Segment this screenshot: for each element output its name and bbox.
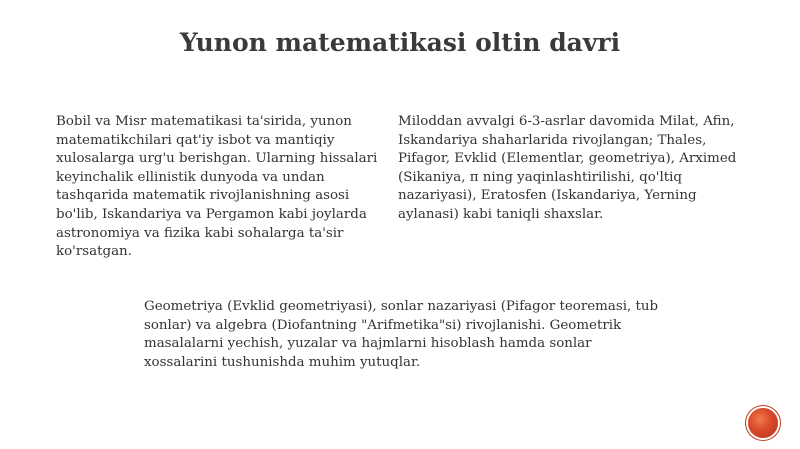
slide-nav-circle-icon[interactable] [748, 408, 778, 438]
bottom-paragraph: Geometriya (Evklid geometriyasi), sonlar nazariyasi (Pifagor teoremasi, tub sonlar) va algebra (Diofantning "Arifmetika"si) rivojlanishi. Geometrik masalalarni yechish, yuzalar va hajmlarni hisoblash hamda sonlar xossalarini tushunishda muhim yutuqlar. [144, 299, 659, 370]
slide-title: Yunon matematikasi oltin davri [179, 28, 621, 57]
right-paragraph: Miloddan avvalgi 6-3-asrlar davomida Milat, Afin, Iskandariya shaharlarida rivojlangan; Thales, Pifagor, Evklid (Elementlar, geometriya), Arximed (Sikaniya, π ning yaqinlashtirilishi, qo'ltiq nazariyasi), Eratosfen (Iskandariya, Yerning aylanasi) kabi taniqli shaxslar. [398, 114, 737, 222]
left-paragraph: Bobil va Misr matematikasi ta'sirida, yunon matematikchilari qat'iy isbot va mantiqiy xulosalarga urg'u berishgan. Ularning hissalari keyinchalik ellinistik dunyoda va undan tashqarida matematik rivojlanishning asosi bo'lib, Iskandariya va Pergamon kabi joylarda astronomiya va fizika kabi sohalarga ta'sir ko'rsatgan. [56, 114, 378, 260]
